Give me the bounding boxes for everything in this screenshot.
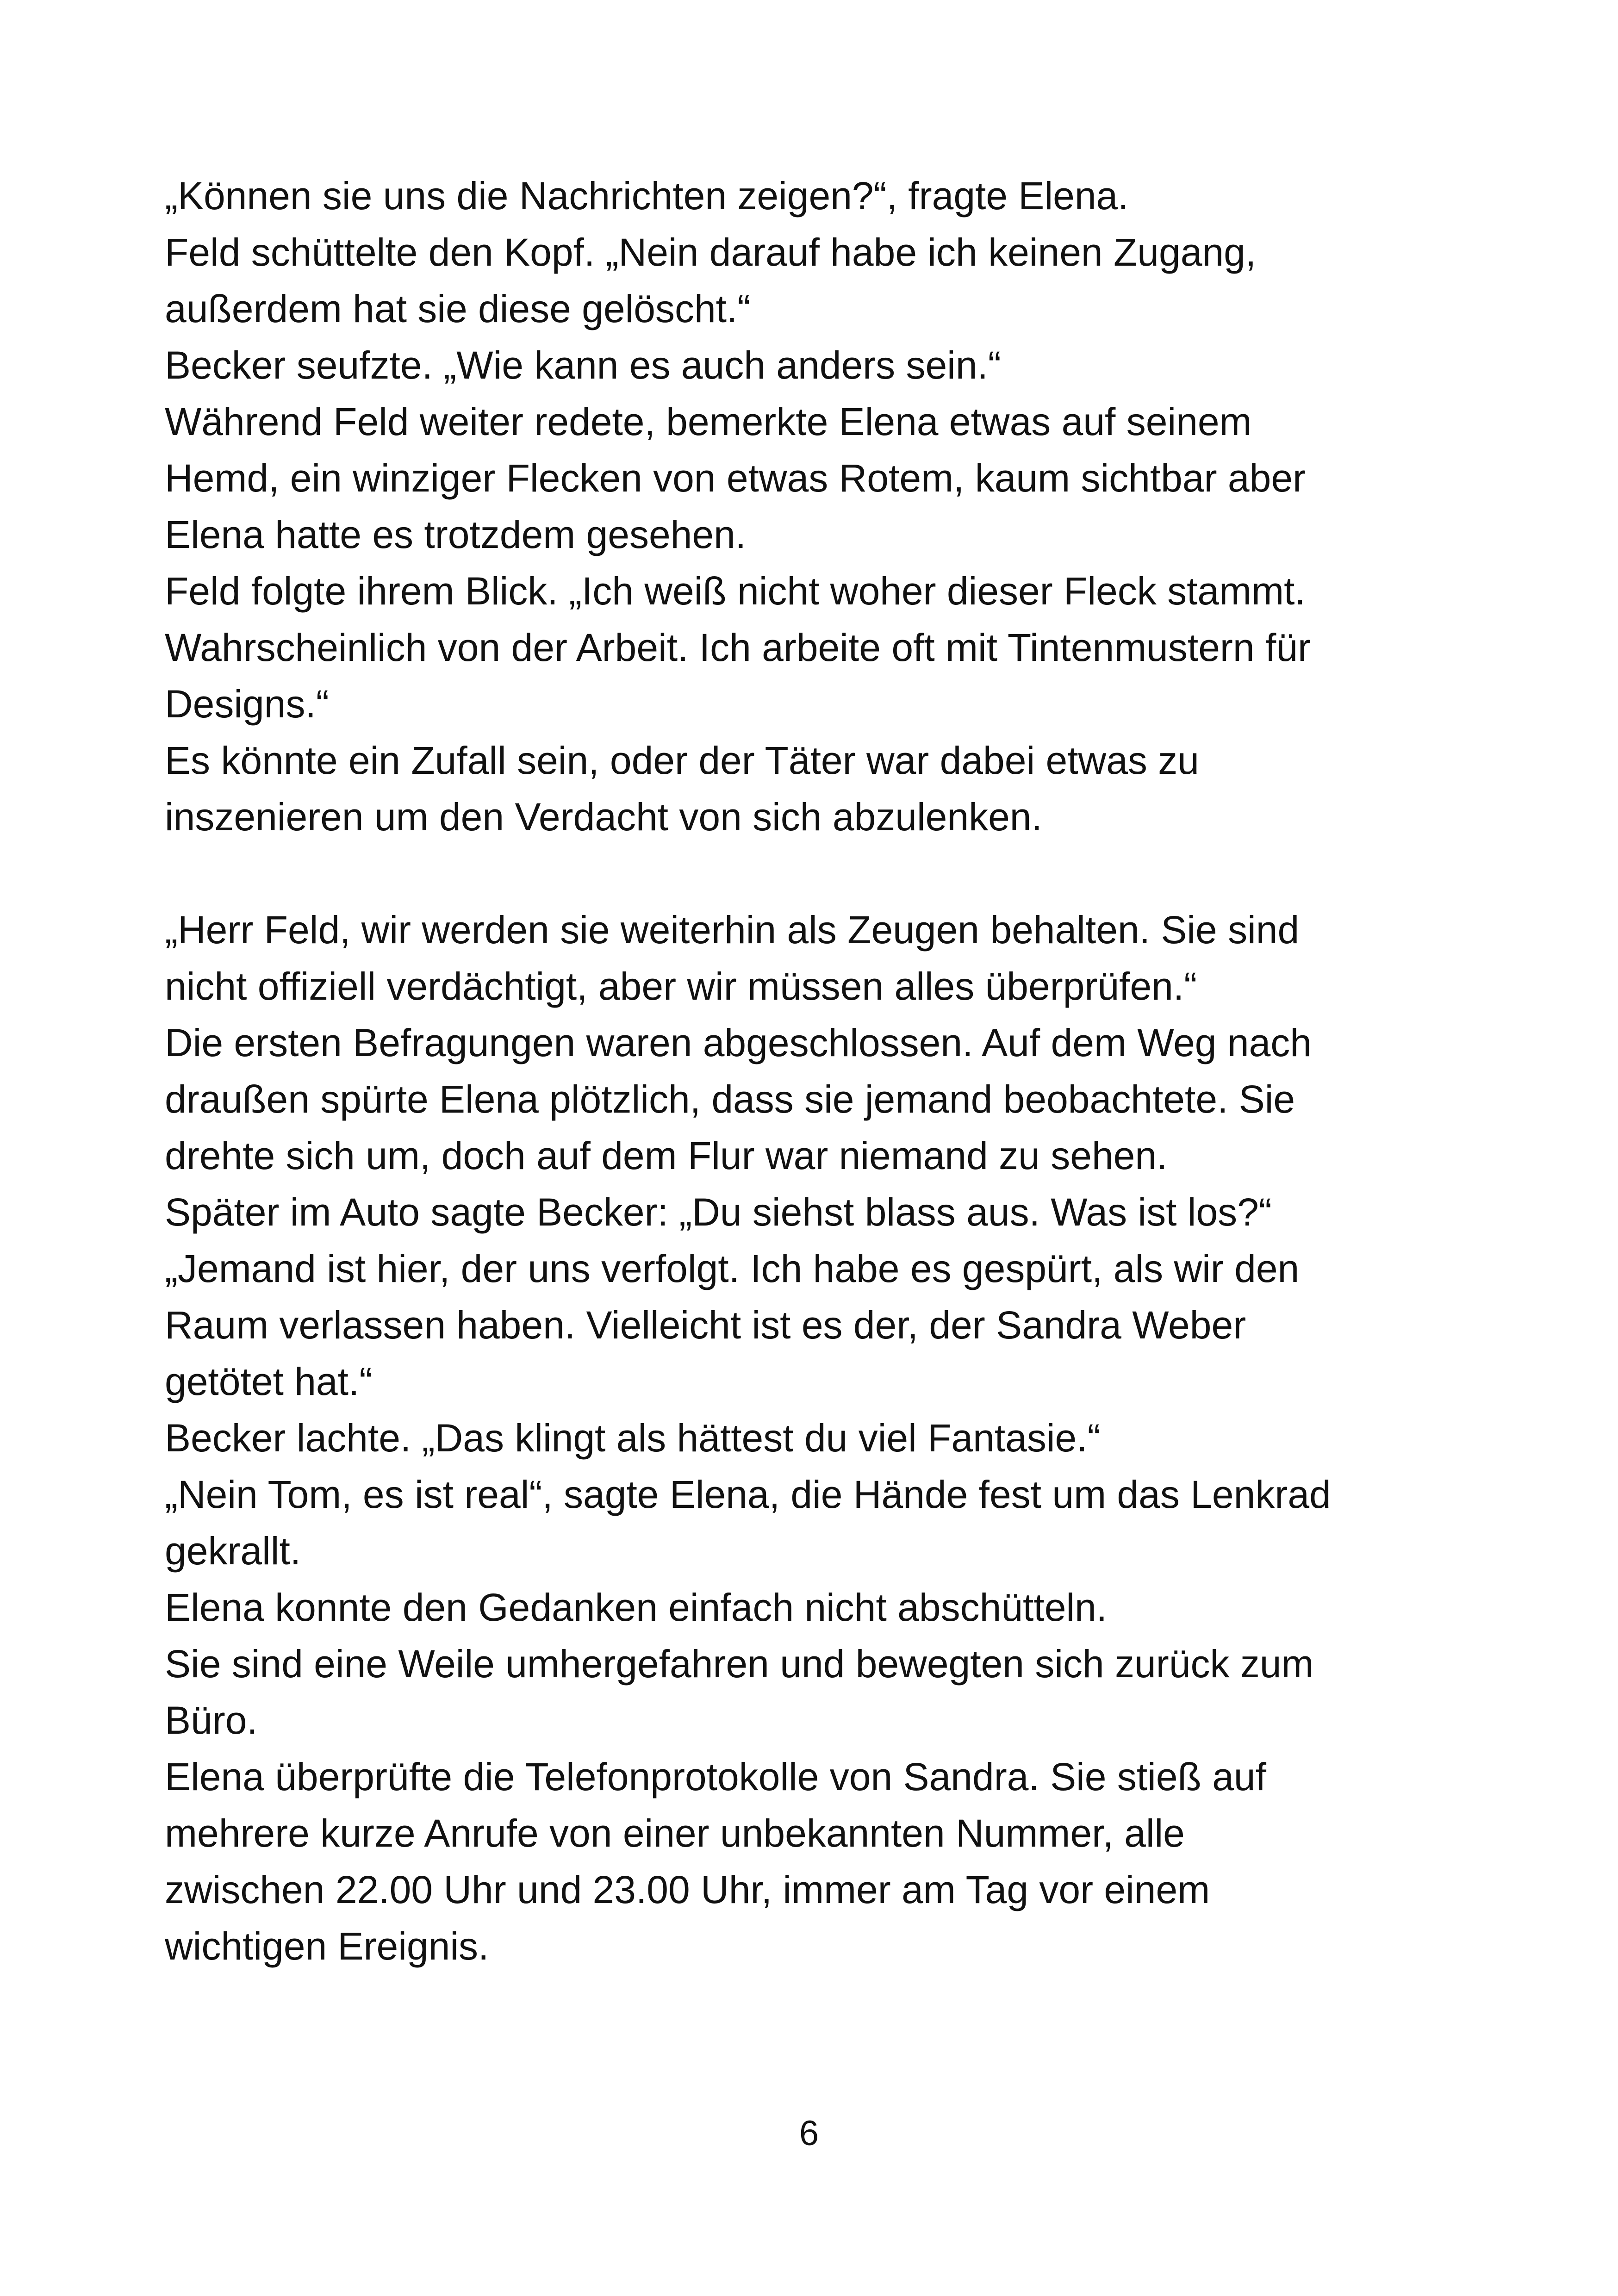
text-line: Büro.	[165, 1699, 258, 1742]
text-line: Feld folgte ihrem Blick. „Ich weiß nicht woher dieser Fleck stammt.	[165, 569, 1306, 613]
text-line: außerdem hat sie diese gelöscht.“	[165, 287, 751, 330]
text-line: Während Feld weiter redete, bemerkte Elena etwas auf seinem	[165, 400, 1252, 443]
text-line: Designs.“	[165, 682, 329, 726]
text-line: Becker seufzte. „Wie kann es auch anders sein.“	[165, 343, 1001, 387]
text-line: zwischen 22.00 Uhr und 23.00 Uhr, immer am Tag vor einem	[165, 1868, 1210, 1911]
text-line: „Können sie uns die Nachrichten zeigen?“, fragte Elena.	[165, 174, 1129, 218]
text-line: Elena hatte es trotzdem gesehen.	[165, 513, 747, 556]
text-line: Elena überprüfte die Telefonprotokolle von Sandra. Sie stieß auf	[165, 1755, 1266, 1798]
text-line: „Nein Tom, es ist real“, sagte Elena, die Hände fest um das Lenkrad	[165, 1473, 1331, 1516]
text-line: draußen spürte Elena plötzlich, dass sie jemand beobachtete. Sie	[165, 1077, 1295, 1121]
paragraph-2	[165, 902, 1484, 1974]
text-line: Es könnte ein Zufall sein, oder der Täter war dabei etwas zu	[165, 739, 1199, 782]
page-number: 6	[799, 2114, 819, 2153]
text-line: inszenieren um den Verdacht von sich abzulenken.	[165, 795, 1042, 839]
text-line: mehrere kurze Anrufe von einer unbekannten Nummer, alle	[165, 1811, 1185, 1855]
body-text	[165, 168, 1484, 1974]
text-line: nicht offiziell verdächtigt, aber wir müssen alles überprüfen.“	[165, 964, 1197, 1008]
text-line: gekrallt.	[165, 1529, 301, 1573]
text-line: getötet hat.“	[165, 1360, 373, 1403]
paragraph-1	[165, 168, 1484, 845]
text-line: „Herr Feld, wir werden sie weiterhin als Zeugen behalten. Sie sind	[165, 908, 1300, 952]
text-line: wichtigen Ereignis.	[165, 1924, 489, 1968]
paragraph-spacer	[165, 845, 1484, 902]
text-line: Raum verlassen haben. Vielleicht ist es der, der Sandra Weber	[165, 1303, 1246, 1347]
text-line: drehte sich um, doch auf dem Flur war niemand zu sehen.	[165, 1134, 1168, 1177]
text-line: Hemd, ein winziger Flecken von etwas Rotem, kaum sichtbar aber	[165, 456, 1306, 500]
text-line: „Jemand ist hier, der uns verfolgt. Ich habe es gespürt, als wir den	[165, 1247, 1300, 1290]
text-line: Sie sind eine Weile umhergefahren und bewegten sich zurück zum	[165, 1642, 1314, 1686]
text-line: Später im Auto sagte Becker: „Du siehst blass aus. Was ist los?“	[165, 1190, 1272, 1234]
text-line: Becker lachte. „Das klingt als hättest du viel Fantasie.“	[165, 1416, 1101, 1460]
text-line: Feld schüttelte den Kopf. „Nein darauf habe ich keinen Zugang,	[165, 230, 1257, 274]
text-line: Wahrscheinlich von der Arbeit. Ich arbeite oft mit Tintenmustern für	[165, 626, 1311, 669]
text-line: Die ersten Befragungen waren abgeschlossen. Auf dem Weg nach	[165, 1021, 1312, 1064]
text-line: Elena konnte den Gedanken einfach nicht abschütteln.	[165, 1586, 1108, 1629]
